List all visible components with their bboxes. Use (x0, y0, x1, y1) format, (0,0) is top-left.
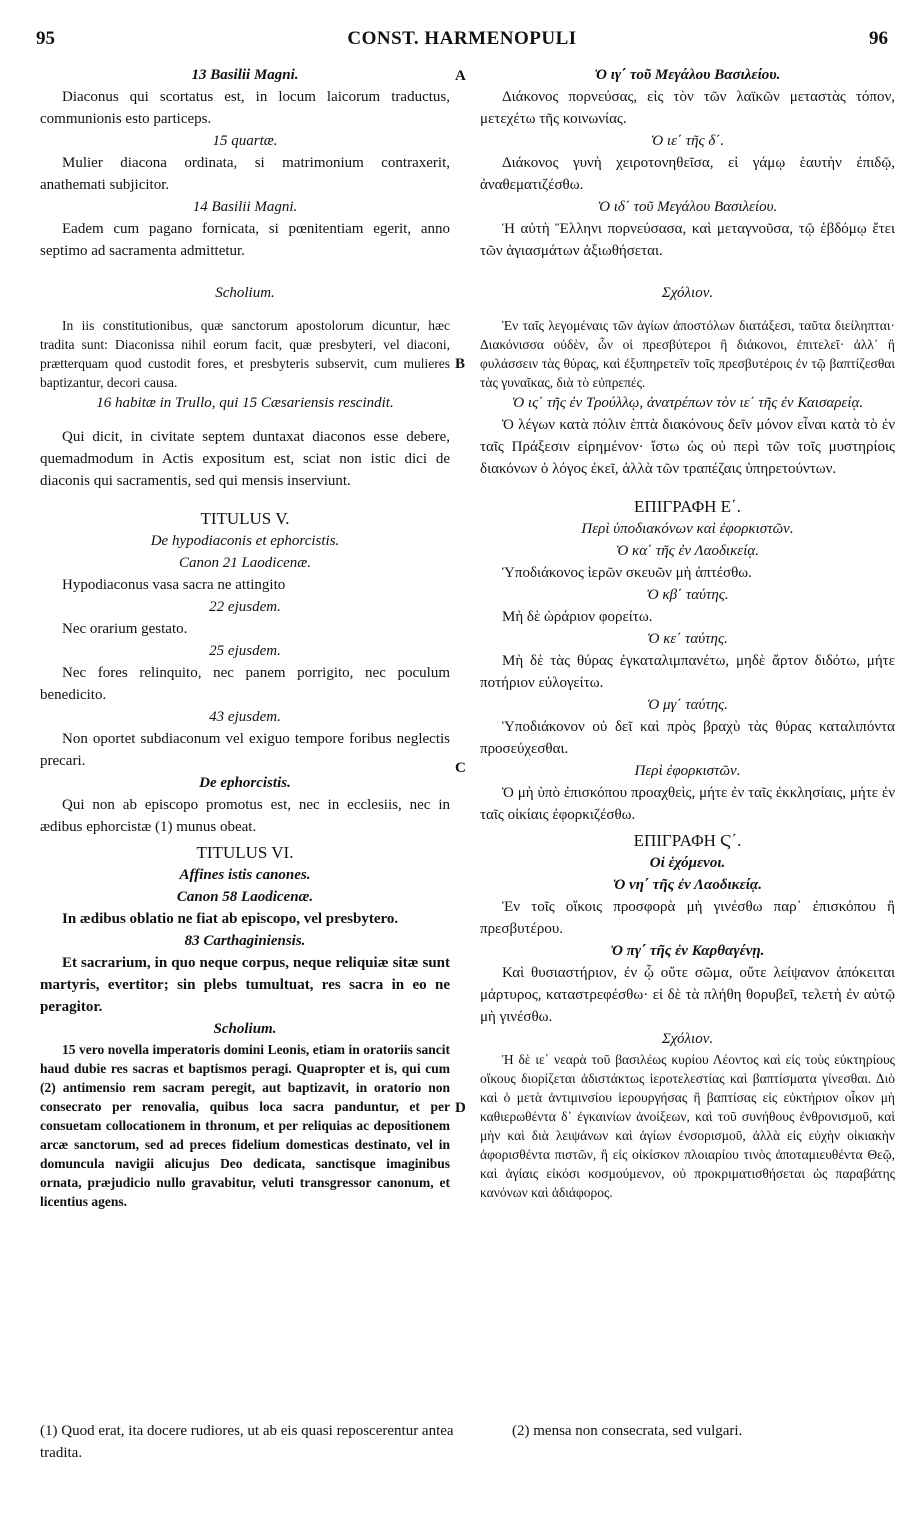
canon-heading: 14 Basilii Magni. (192, 199, 298, 215)
canon-text: Qui dicit, in civitate septem duntaxat diaconos esse debere, quemadmodum in Actis expositum est, sciat non istic dici de diaconis qui sacramentis, sed qui mensis inserviunt. (40, 429, 450, 489)
footnote-1: (1) Quod erat, ita docere rudiores, ut ab eis quasi reposcerentur antea tradita. (40, 1423, 454, 1461)
canon-text: Nec fores relinquito, nec panem porrigito, nec poculum benedicito. (40, 665, 450, 703)
canon-text: In ædibus oblatio ne fiat ab episcopo, vel presbytero. (62, 911, 399, 927)
canon-heading: 83 Carthaginiensis. (184, 933, 306, 949)
page-number-right: 96 (869, 28, 888, 49)
canon-heading: 13 Basilii Magni. (191, 67, 299, 83)
canon-heading: Ὁ ις΄ τῆς ἐν Τρούλλῳ, ἀνατρέπων τὸν ιε΄ τῆς ἐν Καισαρείᾳ. (511, 395, 864, 411)
canon-text: Ἡ αὐτὴ Ἕλληνι πορνεύσασα, καὶ μεταγνοῦσα, τῷ ἑβδόμῳ ἔτει τῶν ἁγιασμάτων ἀξιωθήσεται. (480, 221, 895, 259)
canon-text: Mulier diacona ordinata, si matrimonium contraxerit, anathemati subjicitor. (40, 155, 450, 193)
canon-text: Ὑποδιάκονον οὐ δεῖ καὶ πρὸς βραχὺ τὰς θύρας καταλιπόντα προσεύχεσθαι. (480, 719, 895, 757)
greek-column (480, 64, 895, 1202)
titulus-heading: ΕΠΙΓΡΑΦΗ Ε΄. (634, 497, 741, 516)
canon-heading: De ephorcistis. (199, 775, 291, 791)
canon-text: Et sacrarium, in quo neque corpus, neque reliquiæ sitæ sunt martyris, evertitor; sin plebs tumultuat, res sacra in eo ne peragitor. (40, 955, 450, 1015)
canon-text: Hypodiaconus vasa sacra ne attingito (62, 577, 286, 593)
canon-text: Ἐν τοῖς οἴκοις προσφορὰ μὴ γινέσθω παρ᾽ ἐπισκόπου ἢ πρεσβυτέρου. (480, 899, 895, 937)
titulus-subtitle: Affines istis canones. (179, 867, 311, 883)
marker-c: C (455, 760, 466, 776)
scholium-text: Ἡ δὲ ιε΄ νεαρὰ τοῦ βασιλέως κυρίου Λέοντος καὶ εἰς τοὺς εὐκτηρίους οἴκους διορίζεται ἀδιστάκτως ἱεροτελεστίας καὶ βαπτίσματα γίνεσθαι. Διὸ καὶ ὁ μετὰ ἀντιμινσίου ἱερουργήσας ἢ βαπτίσας εἰς εὐκτήριον οἶκον μὴ καθιερωθέντα δ᾽ ἐγκαινίων ἀνοίξεων, καὶ τοῦ συνήθους ἐνθρονισμοῦ, καὶ μὴν καὶ διὰ λειψάνων καὶ ἁγίων ἐνσορισμοῦ, ἀλλὰ εἰς εὐχὴν οἰκιακὴν ἀφορισθέντα πιστῶν, ἢ εἰς οἰκίσκον πλοιαρίου τινὸς ἀποταμιευθέντα Θεῷ, καὶ ἁγίαις εἰκόσι κοσμούμενον, οὐ προκριματισθήσεται ὡς παραβάτης κανόνων καὶ ἀδιάφορος. (480, 1052, 895, 1200)
running-title: CONST. HARMENOPULI (347, 28, 577, 49)
canon-text: Μὴ δὲ ὠράριον φορείτω. (502, 609, 653, 625)
canon-heading: Ὁ κα΄ τῆς ἐν Λαοδικείᾳ. (615, 543, 760, 559)
canon-text: Eadem cum pagano fornicata, si pœnitentiam egerit, anno septimo ad sacramenta admittetur. (40, 221, 450, 259)
canon-text: Διάκονος γυνὴ χειροτονηθεῖσα, εἰ γάμῳ ἑαυτὴν ἐπιδῷ, ἀναθεματιζέσθω. (480, 155, 895, 193)
canon-text: Qui non ab episcopo promotus est, nec in ecclesiis, nec in ædibus ephorcistæ (1) munus obeat. (40, 797, 450, 835)
titulus-heading: ΕΠΙΓΡΑΦΗ Ϛ΄. (633, 831, 742, 850)
canon-text: Ὁ λέγων κατὰ πόλιν ἑπτὰ διακόνους δεῖν μόνον εἶναι κατὰ τὸ ἐν ταῖς Πράξεσιν εἰρημένον· ἴστω ὡς οὐ περὶ τῶν τοῖς μυστηρίοις διακόνων ὁ λόγος ἐκεῖ, ἀλλὰ τῶν τραπέζαις ὑπηρετούντων. (480, 417, 895, 477)
titulus-subtitle: Περὶ ὑποδιακόνων καὶ ἐφορκιστῶν. (581, 521, 794, 537)
scholium-text: 15 vero novella imperatoris domini Leonis, etiam in oratoriis sancit haud dubie res sacras et baptismos peragi. Quapropter et is, qui cum (2) antimensio rem sacram peregit, aut baptizavit, in oratorio non consecrato per renovalia, quibus loca sacra panduntur, et per consuetam collocationem in thronum, et per reliquias ac depositionem arcæ sanctorum, sed ad preces fidelium domesticas destinato, vel in domuncula navigii alicujus Deo dedicata, sanctisque imaginibus ornata, præjudicio nullo gravabitur, veluti transgressor canonum, et licentius agens. (40, 1042, 450, 1209)
canon-heading: 25 ejusdem. (209, 643, 281, 659)
titulus-subtitle: Οἱ ἑχόμενοι. (649, 855, 726, 871)
canon-heading: 15 quartæ. (212, 133, 278, 149)
canon-heading: Περὶ ἐφορκιστῶν. (634, 763, 741, 779)
latin-column (40, 64, 450, 1211)
canon-heading: 16 habitæ in Trullo, qui 15 Cæsariensis rescindit. (96, 395, 394, 411)
canon-heading: Ὁ μγ΄ ταύτης. (646, 697, 728, 713)
canon-text: Μὴ δὲ τὰς θύρας ἐγκαταλιμπανέτω, μηδὲ ἄρτον διδότω, μήτε ποτήριον εὐλογείτω. (480, 653, 895, 691)
canon-text: Nec orarium gestato. (62, 621, 188, 637)
page-number-left: 95 (36, 28, 55, 49)
page-header (30, 28, 894, 58)
canon-heading: 22 ejusdem. (209, 599, 281, 615)
scholium-title: Σχόλιον. (661, 285, 714, 301)
canon-heading: Canon 58 Laodicenæ. (176, 889, 314, 905)
canon-heading: Ὁ κε΄ ταύτης. (647, 631, 728, 647)
canon-text: Καὶ θυσιαστήριον, ἐν ᾧ οὔτε σῶμα, οὔτε λείψανον ἀπόκειται μάρτυρος, καταστρεφέσθω· εἰ δὲ τὰ πλήθη θορυβεῖ, τελετὴ ἐν αὐτῷ μὴ γινέσθω. (480, 965, 895, 1025)
canon-heading: Ὁ ιγ΄ τοῦ Μεγάλου Βασιλείου. (594, 67, 781, 83)
canon-text: Ὁ μὴ ὑπὸ ἐπισκόπου προαχθεὶς, μήτε ἐν ταῖς ἐκκλησίαις, μήτε ἐν ταῖς οἰκίαις ἐφορκιζέσθω. (480, 785, 895, 823)
marker-d: D (455, 1100, 466, 1116)
scholium-title: Σχόλιον. (661, 1031, 714, 1047)
titulus-heading: TITULUS V. (200, 509, 290, 528)
canon-heading: Ὁ πγ΄ τῆς ἐν Καρθαγένῃ. (610, 943, 765, 959)
canon-heading: Ὁ νη΄ τῆς ἐν Λαοδικείᾳ. (613, 877, 762, 893)
marker-a: A (455, 68, 466, 84)
footnote-2: (2) mensa non consecrata, sed vulgari. (512, 1423, 743, 1439)
canon-heading: Ὁ ιε΄ τῆς δ΄. (650, 133, 725, 149)
canon-heading: Ὁ ιδ΄ τοῦ Μεγάλου Βασιλείου. (597, 199, 778, 215)
titulus-heading: TITULUS VI. (196, 843, 294, 862)
canon-text: Ὑποδιάκονος ἱερῶν σκευῶν μὴ ἁπτέσθω. (502, 565, 752, 581)
canon-heading: Ὁ κβ΄ ταύτης. (646, 587, 729, 603)
canon-heading: Canon 21 Laodicenæ. (178, 555, 312, 571)
scholium-text: Ἐν ταῖς λεγομέναις τῶν ἁγίων ἀποστόλων διατάξεσι, ταῦτα διείληπται· Διακόνισσα οὐδὲν, ὧν οἱ πρεσβύτεροι ἢ διάκονοι, ἐπιτελεῖ· ἀλλ᾽ ἢ φυλάσσειν τὰς θύρας, καὶ ἐξυπηρετεῖν τοῖς πρεσβυτέροις ἐν τῷ βαπτίζεσθαι τὰς γυναῖκας, διὰ τὸ εὐπρεπές. (480, 318, 895, 390)
canon-heading: 43 ejusdem. (209, 709, 281, 725)
scholium-title: Scholium. (215, 285, 275, 301)
canon-text: Diaconus qui scortatus est, in locum laicorum traductus, communionis esto particeps. (40, 89, 450, 127)
marker-b: B (455, 356, 466, 372)
scholium-text: In iis constitutionibus, quæ sanctorum apostolorum dicuntur, hæc tradita sunt: Diaconissa nihil eorum facit, quæ presbyteri, vel diaconi, prætterquam quod custodit fores, et presbyteris subservit, cum mulieres baptizantur, decori causa. (40, 318, 450, 390)
canon-text: Διάκονος πορνεύσας, εἰς τὸν τῶν λαϊκῶν μεταστὰς τόπον, μετεχέτω τῆς κοινωνίας. (480, 89, 895, 127)
titulus-subtitle: De hypodiaconis et ephorcistis. (150, 533, 340, 549)
scholium-title: Scholium. (213, 1021, 277, 1037)
canon-text: Non oportet subdiaconum vel exiguo tempore foribus neglectis precari. (40, 731, 450, 769)
